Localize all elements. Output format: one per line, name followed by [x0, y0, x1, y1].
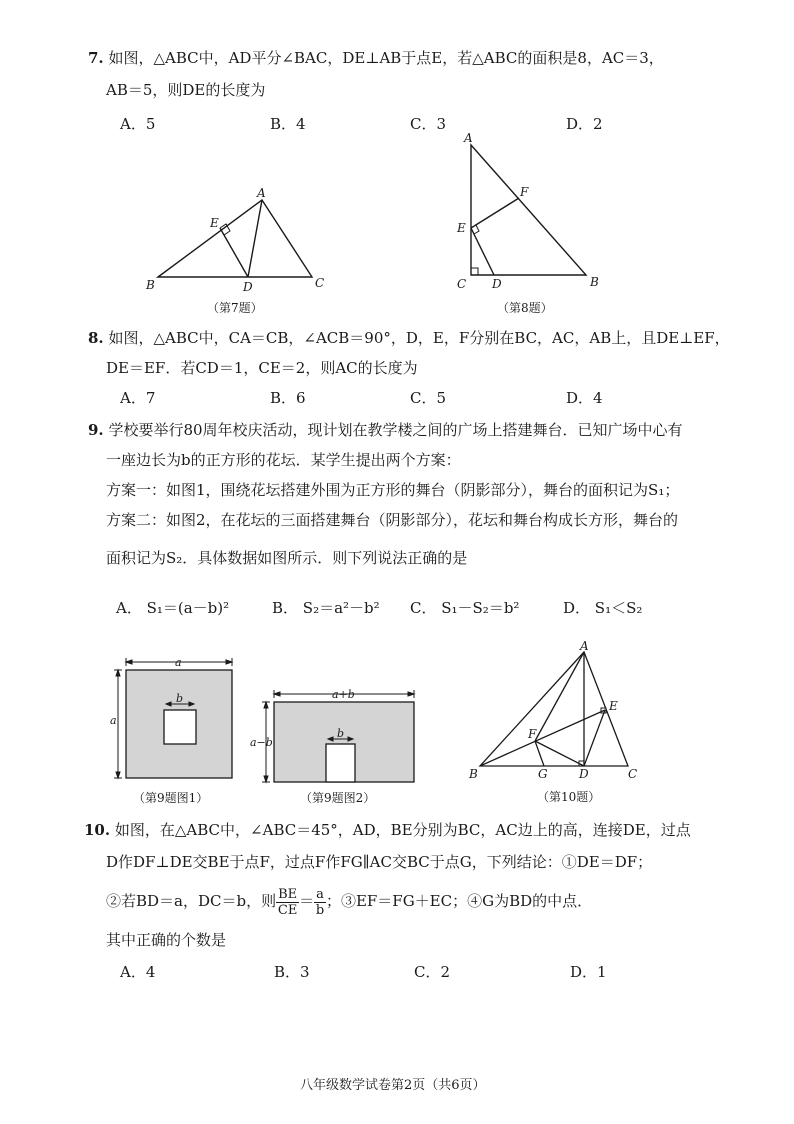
q9-text-1: 学校要举行80周年校庆活动，现计划在教学楼之间的广场上搭建舞台．已知广场中心有: [108, 421, 683, 439]
q8-label-b: B: [590, 275, 599, 289]
q9-option-a[interactable]: A． S₁＝(a－b)²: [116, 599, 230, 617]
q8-label-f: F: [520, 185, 529, 199]
q9-option-c[interactable]: C． S₁－S₂＝b²: [410, 599, 520, 617]
q8-label-d: D: [492, 277, 502, 291]
q10-label-e: E: [609, 699, 618, 713]
q10-frac2-numerator: a: [316, 886, 324, 902]
q7-label-d: D: [243, 280, 253, 294]
q10-label-c: C: [628, 767, 638, 781]
q7-option-d[interactable]: D．2: [566, 115, 603, 133]
q8-option-c[interactable]: C．5: [410, 389, 447, 407]
q9-fig2-flowerbed: [326, 744, 355, 782]
q9-fig1-label-top-a: a: [175, 656, 182, 669]
q8-text-1: 如图，△ABC中，CA＝CB，∠ACB＝90°，D，E，F分别在BC，AC，AB上，且DE⊥EF，: [108, 329, 730, 347]
q7-segment-de: [220, 228, 248, 277]
q10-equals: ＝: [299, 892, 315, 910]
q9-fig1-flowerbed: [164, 710, 196, 744]
q9-fig1-label-left-a: a: [110, 714, 117, 727]
q8-figure: [450, 130, 610, 300]
q8-right-angle-c: [471, 268, 478, 275]
q9-line-2: 一座边长为b的正方形的花坛．某学生提出两个方案：: [106, 451, 461, 469]
q10-option-a[interactable]: A．4: [120, 963, 156, 981]
q10-line-1: [84, 820, 691, 840]
q10-number: 10.: [84, 821, 111, 839]
q9-figure-1-caption: （第9题图1）: [133, 791, 209, 805]
q10-line-4: 其中正确的个数是: [106, 931, 227, 949]
q8-label-e: E: [457, 221, 466, 235]
q8-figure-caption: （第8题）: [497, 301, 553, 315]
q7-line-2: AB＝5，则DE的长度为: [106, 81, 266, 99]
q10-option-c[interactable]: C．2: [414, 963, 451, 981]
q9-line-5: 面积记为S₂．具体数据如图所示．则下列说法正确的是: [106, 549, 468, 567]
q10-fraction-a-b: [314, 887, 326, 918]
q10-line-2: D作DF⊥DE交BE于点F，过点F作FG∥AC交BC于点G，下列结论：①DE＝DF；: [106, 853, 653, 871]
q7-figure: [140, 185, 340, 295]
q8-line-2: DE＝EF．若CD＝1，CE＝2，则AC的长度为: [106, 359, 418, 377]
q7-line-1: [88, 48, 664, 68]
q7-label-b: B: [146, 278, 155, 292]
q9-line-3: 方案一：如图1，围绕花坛搭建外围为正方形的舞台（阴影部分），舞台的面积记为S₁；: [106, 481, 680, 499]
q9-figure-1: [108, 652, 243, 784]
q7-label-e: E: [210, 216, 219, 230]
q10-line-3: [106, 884, 592, 918]
q10-figure-caption: （第10题）: [537, 790, 601, 804]
q8-option-b[interactable]: B．6: [270, 389, 306, 407]
q7-text-1: 如图，△ABC中，AD平分∠BAC，DE⊥AB于点E，若△ABC的面积是8，AC＝3，: [108, 49, 664, 67]
q10-label-b: B: [469, 767, 478, 781]
q9-line-4: 方案二：如图2，在花坛的三面搭建舞台（阴影部分），花坛和舞台构成长方形，舞台的: [106, 511, 679, 529]
q10-text-3-post: ；③EF＝FG＋EC；④G为BD的中点．: [325, 892, 593, 910]
q7-label-c: C: [315, 276, 325, 290]
q9-figure-2: [252, 680, 442, 790]
q10-frac1-numerator: BE: [278, 886, 298, 902]
q9-fig2-label-top: a+b: [332, 688, 355, 701]
q10-text-1: 如图，在△ABC中，∠ABC＝45°，AD，BE分别为BC，AC边上的高，连接DE，过点: [114, 821, 691, 839]
q8-option-a[interactable]: A．7: [120, 389, 156, 407]
q10-frac2-denominator: b: [315, 902, 325, 918]
q10-label-d: D: [579, 767, 589, 781]
q10-fraction-be-ce: [276, 887, 299, 918]
q10-label-a: A: [580, 639, 589, 653]
q7-option-c[interactable]: C．3: [410, 115, 447, 133]
q8-segment-ef: [471, 198, 519, 228]
q7-label-a: A: [257, 186, 266, 200]
q8-label-a: A: [464, 131, 473, 145]
q7-option-a[interactable]: A．5: [120, 115, 156, 133]
q10-text-3-pre: ②若BD＝a，DC＝b，则: [106, 892, 277, 910]
q10-figure: [465, 640, 645, 790]
q7-number: 7.: [88, 49, 104, 67]
q8-line-1: [88, 328, 730, 348]
q8-option-d[interactable]: D．4: [566, 389, 603, 407]
q10-label-g: G: [538, 767, 548, 781]
q7-triangle-abc: [158, 200, 312, 277]
q7-segment-ad: [248, 200, 262, 277]
q7-option-b[interactable]: B．4: [270, 115, 306, 133]
page-footer: 八年级数学试卷第2页（共6页）: [300, 1078, 486, 1093]
q9-line-1: [88, 420, 683, 440]
q10-option-b[interactable]: B．3: [274, 963, 310, 981]
q10-segment-fa: [535, 652, 584, 741]
q9-option-d[interactable]: D． S₁＜S₂: [563, 599, 643, 617]
q9-fig2-label-left: a−b: [250, 736, 273, 749]
q8-number: 8.: [88, 329, 104, 347]
q10-frac1-denominator: CE: [277, 902, 298, 918]
q9-number: 9.: [88, 421, 104, 439]
q9-fig2-label-inner-b: b: [337, 727, 345, 740]
q10-label-f: F: [528, 727, 537, 741]
q10-altitude-be: [480, 710, 605, 766]
q10-option-d[interactable]: D．1: [570, 963, 607, 981]
q9-figure-2-caption: （第9题图2）: [300, 791, 376, 805]
q8-label-c: C: [457, 277, 467, 291]
q9-fig1-label-inner-b: b: [176, 692, 184, 705]
q8-triangle-acb: [471, 145, 586, 275]
q9-option-b[interactable]: B． S₂＝a²－b²: [272, 599, 380, 617]
q7-figure-caption: （第7题）: [207, 301, 263, 315]
